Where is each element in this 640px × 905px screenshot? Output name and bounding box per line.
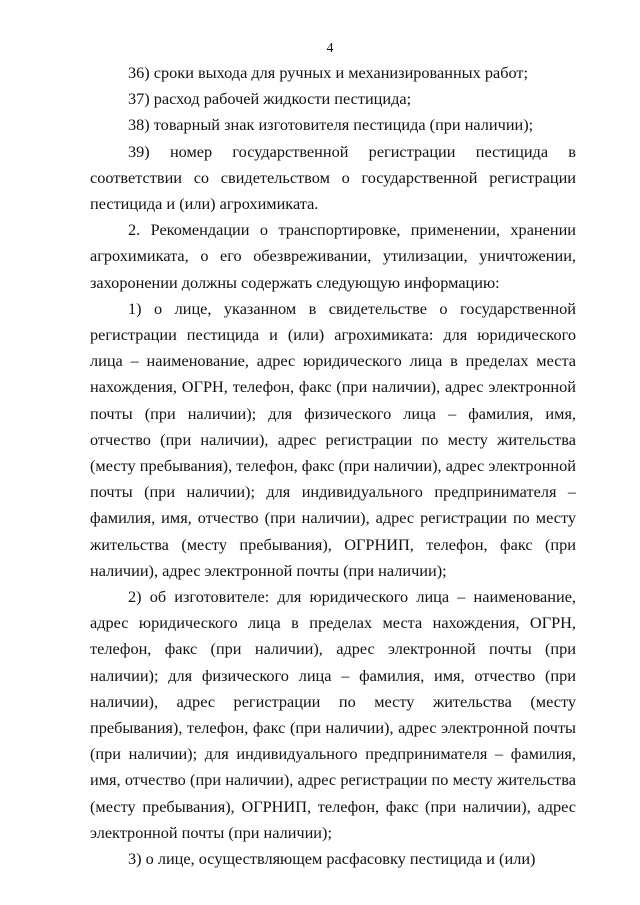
paragraph-subitem-1: 1) о лице, указанном в свидетельстве о государственной регистрации пестицида и (или) агрохимиката: для юридического лица – наименование, адрес юридического лица в пределах места нахождения, ОГРН, телефон, факс (при наличии), адрес электронной почты (при наличии); для физического лица – фамилия, имя, отчество (при наличии), адрес регистрации по месту жительства (месту пребывания), телефон, факс (при наличии), адрес электронной почты (при наличии); для индивидуального предпринимателя – фамилия, имя, отчество (при наличии), адрес регистрации по месту жительства (месту пребывания), ОГРНИП, телефон, факс (при наличии), адрес электронной почты (при наличии); <box>90 298 576 580</box>
document-body <box>90 60 576 872</box>
paragraph-item-39: 39) номер государственной регистрации пестицида в соответствии со свидетельством о государственной регистрации пестицида и (или) агрохимиката. <box>90 141 576 214</box>
paragraph-subitem-2: 2) об изготовителе: для юридического лица – наименование, адрес юридического лица в пределах места нахождения, ОГРН, телефон, факс (при наличии), адрес электронной почты (при наличии); для физического лица – фамилия, имя, отчество (при наличии), адрес регистрации по месту жительства (месту пребывания), телефон, факс (при наличии), адрес электронной почты (при наличии); для индивидуального предпринимателя – фамилия, имя, отчество (при наличии), адрес регистрации по месту жительства (месту пребывания), ОГРНИП, телефон, факс (при наличии), адрес электронной почты (при наличии); <box>90 587 576 842</box>
paragraph-section-2: 2. Рекомендации о транспортировке, применении, хранении агрохимиката, о его обезвреживании, утилизации, уничтожении, захоронении должны содержать следующую информацию: <box>90 220 576 292</box>
paragraph-item-37: 37) расход рабочей жидкости пестицида; <box>128 89 412 109</box>
paragraph-item-36: 36) сроки выхода для ручных и механизированных работ; <box>128 63 529 82</box>
paragraph-subitem-3: 3) о лице, осуществляющем расфасовку пестицида и (или) <box>128 849 536 869</box>
page-number: 4 <box>326 41 334 56</box>
paragraph-item-38: 38) товарный знак изготовителя пестицида (при наличии); <box>128 115 534 135</box>
